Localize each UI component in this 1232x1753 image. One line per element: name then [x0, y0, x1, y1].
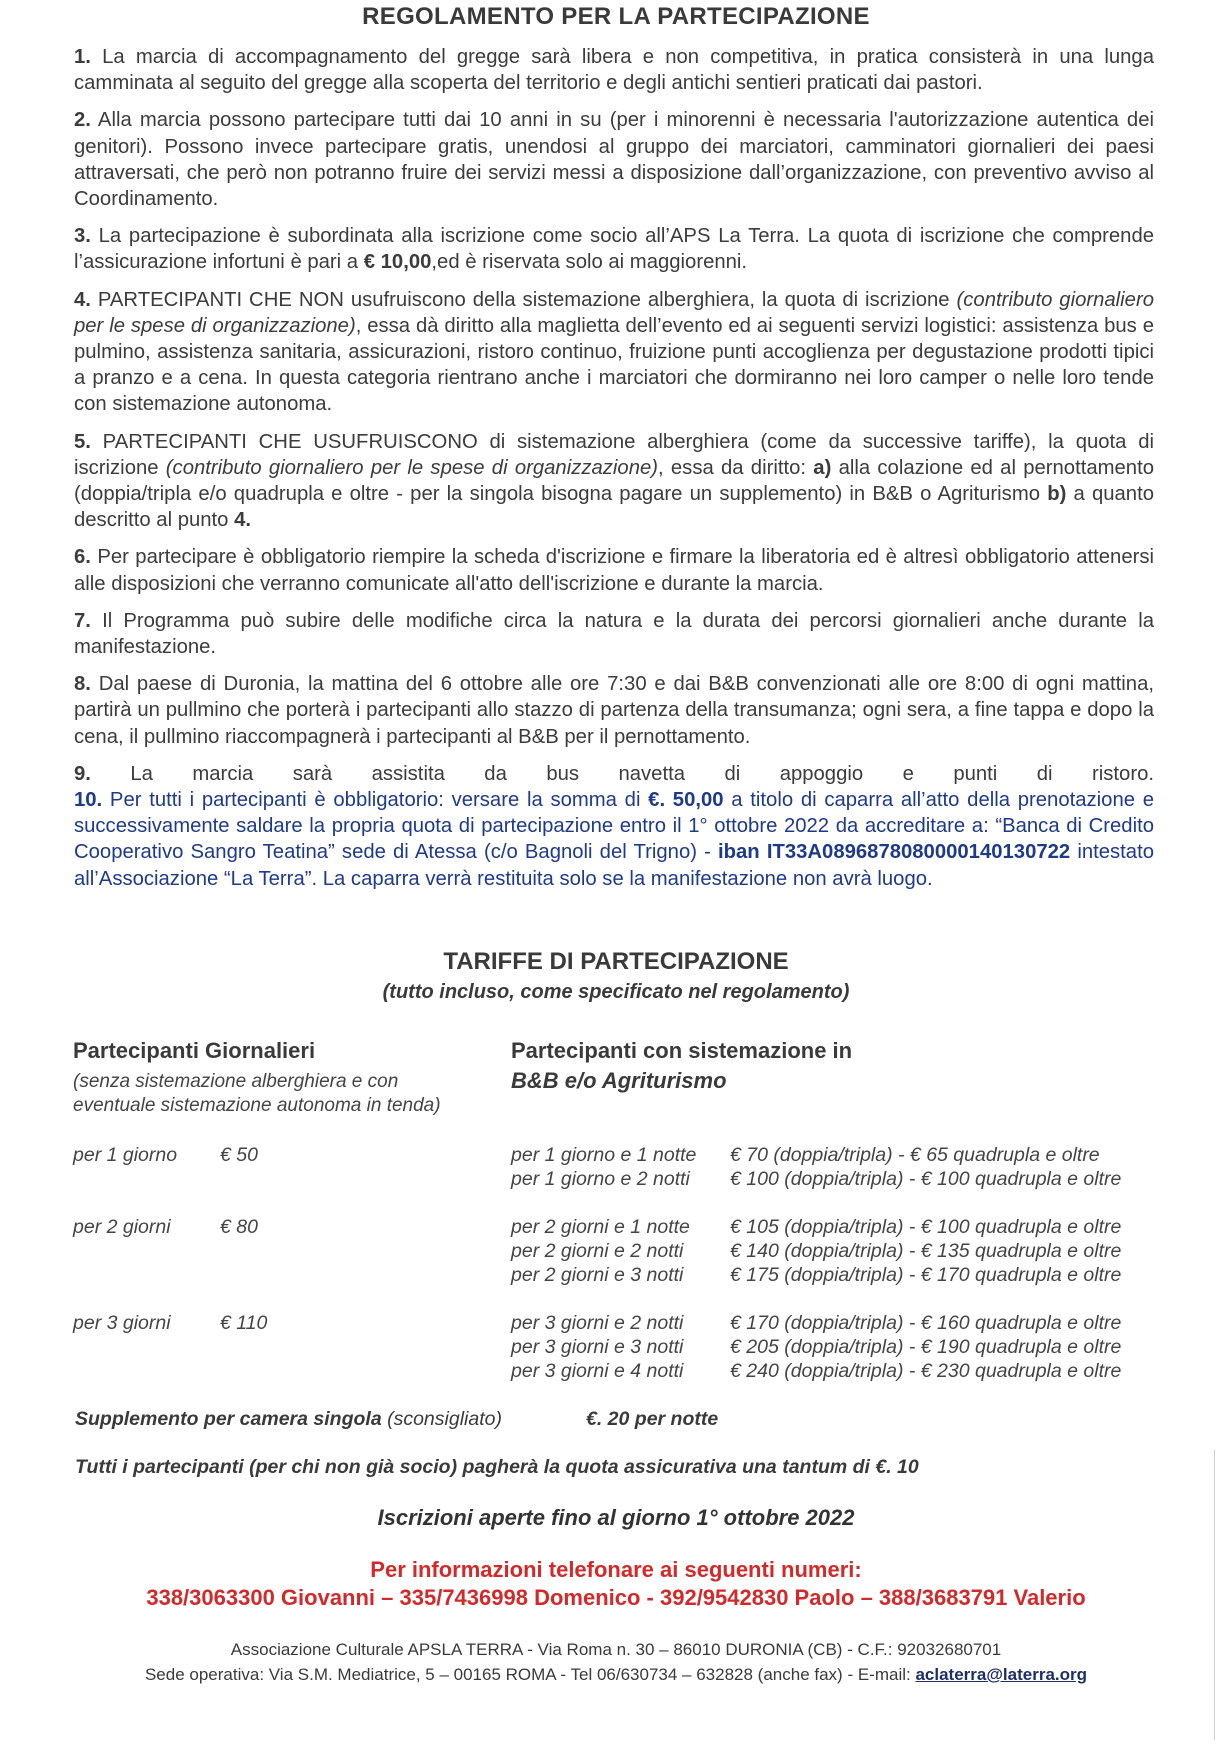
rule-3 — [74, 223, 1154, 275]
rule-text: PARTECIPANTI CHE USUFRUISCONO di sistemazione alberghiera (come da successive tariffe), la quota di iscrizione — [74, 430, 1154, 479]
footer-contact — [0, 1665, 1232, 1685]
rule-10 — [74, 787, 1154, 892]
rule-4 — [74, 287, 1154, 418]
bnb-price: € 100 (doppia/tripla) - € 100 quadrupla e oltre — [730, 1168, 1122, 1190]
rules-section — [74, 44, 1154, 903]
bnb-label: per 3 giorni e 4 notti — [511, 1360, 684, 1382]
rule-text: a quanto descritto al punto — [74, 483, 1155, 532]
supplement-price: €. 20 per notte — [586, 1408, 719, 1430]
rule-text: La marcia sarà assistita da bus navetta di appoggio e punti di ristoro. — [130, 762, 1154, 785]
bnb-price: € 175 (doppia/tripla) - € 170 quadrupla e oltre — [730, 1264, 1122, 1286]
rule-number: 4. — [74, 288, 91, 311]
bnb-column-heading: Partecipanti con sistemazione in — [511, 1038, 853, 1063]
rule-number: 2. — [74, 109, 91, 132]
rule-number: 7. — [74, 609, 91, 632]
iban: iban IT33A0896878080000140130722 — [718, 841, 1071, 864]
rule-text: a titolo di caparra all’atto della prenotazione e successivamente saldare la propria quota di partecipazione entro il 1° ottobre 2022 da accreditare a: “Banca di Credito Cooperativo Sangro Teatina” sede di Atessa (c/o Bagnoli del Trigno) - — [74, 789, 1154, 864]
daily-column-note: eventuale sistemazione autonoma in tenda) — [73, 1095, 441, 1116]
bnb-price: € 170 (doppia/tripla) - € 160 quadrupla e oltre — [730, 1312, 1122, 1334]
bnb-column-heading: B&B e/o Agriturismo — [511, 1068, 727, 1093]
rule-italic: (contributo giornaliero per le spese di organizzazione) — [74, 288, 1154, 337]
rule-text: Dal paese di Duronia, la mattina del 6 ottobre alle ore 7:30 e dai B&B convenzionati alle ore 8:00 di ogni mattina, partirà un pullmino che porterà i partecipanti allo stazzo di partenza della transumanza; ogni sera, a fine tappa e dopo la cena, il pullmino riaccompagnerà i partecipanti al B&B per il pernottamento. — [74, 673, 1155, 748]
footer-contact-text: Sede operativa: Via S.M. Mediatrice, 5 – 00165 ROMA - Tel 06/630734 – 632828 (anche fax) - E-mail: — [144, 1665, 916, 1684]
info-heading: Per informazioni telefonare ai seguenti numeri: — [370, 1557, 862, 1582]
registration-deadline: Iscrizioni aperte fino al giorno 1° ottobre 2022 — [377, 1505, 855, 1530]
bnb-label: per 3 giorni e 3 notti — [511, 1336, 684, 1358]
bnb-label: per 1 giorno e 2 notti — [511, 1168, 690, 1190]
rule-number: 5. — [74, 430, 91, 453]
bnb-label: per 2 giorni e 3 notti — [511, 1264, 684, 1286]
bnb-price: € 105 (doppia/tripla) - € 100 quadrupla e oltre — [730, 1216, 1122, 1238]
rule-text: La marcia di accompagnamento del gregge sarà libera e non competitiva, in pratica consisterà in una lunga camminata al seguito del gregge alla scoperta del territorio e degli antichi sentieri praticati dai pastori. — [74, 46, 1154, 95]
daily-label: per 3 giorni — [73, 1312, 171, 1334]
daily-price: € 50 — [220, 1144, 258, 1166]
bnb-label: per 1 giorno e 1 notte — [511, 1144, 697, 1166]
rule-text: ,ed è riservata solo ai maggiorenni. — [431, 251, 748, 274]
rule-text: Alla marcia possono partecipare tutti dai 10 anni in su (per i minorenni è necessaria l'autorizzazione autentica dei genitori). Possono invece partecipare gratis, unendosi al gruppo dei marciatori, camminatori giornalieri dei paesi attraversati, che però non potranno fruire dei servizi messi a disposizione dall’organizzazione, con preventivo avviso al Coordinamento. — [74, 109, 1155, 211]
rule-text: Per tutti i partecipanti è obbligatorio: versare la somma di — [109, 789, 649, 812]
supplement-note: (sconsigliato) — [387, 1408, 502, 1430]
single-supplement — [75, 1408, 502, 1431]
rule-7 — [74, 608, 1154, 660]
rule-number: 8. — [74, 673, 91, 696]
bnb-price: € 240 (doppia/tripla) - € 230 quadrupla e oltre — [730, 1360, 1122, 1382]
membership-fee: € 10,00 — [363, 251, 432, 274]
footer-address: Associazione Culturale APSLA TERRA - Via Roma n. 30 – 86010 DURONIA (CB) - C.F.: 92032680701 — [230, 1640, 1002, 1659]
rule-text: , essa dà diritto alla maglietta dell’evento ed ai seguenti servizi logistici: assistenza bus e pulmino, assistenza sanitaria, assicurazioni, ristoro continuo, fruizione punti accoglienza per degustazione prodotti tipici a pranzo e a cena. In questa categoria rientrano anche i marciatori che dormiranno nei loro camper o nelle loro tende con sistemazione autonoma. — [74, 314, 1154, 416]
rule-number: 9. — [74, 762, 91, 785]
daily-price: € 110 — [220, 1312, 268, 1334]
rule-text: La partecipazione è subordinata alla iscrizione come socio all’APS La Terra. La quota di iscrizione che comprende l’assicurazione infortuni è pari a — [74, 225, 1154, 274]
bnb-price: € 140 (doppia/tripla) - € 135 quadrupla e oltre — [730, 1240, 1122, 1262]
rule-8 — [74, 671, 1154, 750]
page-title: REGOLAMENTO PER LA PARTECIPAZIONE — [362, 3, 870, 30]
rule-text: PARTECIPANTI CHE NON usufruiscono della sistemazione alberghiera, la quota di iscrizione — [97, 288, 957, 311]
rule-9 — [74, 761, 1154, 787]
tariffs-subtitle: (tutto incluso, come specificato nel regolamento) — [382, 981, 850, 1003]
daily-column-note: (senza sistemazione alberghiera e con — [73, 1071, 399, 1092]
rule-number: 3. — [74, 225, 91, 248]
insurance-note: Tutti i partecipanti (per chi non già socio) pagherà la quota assicurativa una tantum di €. 10 — [75, 1456, 919, 1478]
tariffs-title: TARIFFE DI PARTECIPAZIONE — [443, 948, 789, 975]
bnb-price: € 70 (doppia/tripla) - € 65 quadrupla e oltre — [730, 1144, 1100, 1166]
rule-text: Il Programma può subire delle modifiche circa la natura e la durata dei percorsi giornalieri anche durante la manifestazione. — [74, 609, 1154, 659]
daily-label: per 1 giorno — [73, 1144, 178, 1166]
deposit-amount: €. 50,00 — [648, 789, 724, 812]
rule-bold: a) — [813, 456, 832, 479]
rule-number: 10. — [74, 789, 103, 812]
email-link[interactable]: aclaterra@laterra.org — [915, 1665, 1088, 1684]
bnb-label: per 3 giorni e 2 notti — [511, 1312, 684, 1334]
rule-italic: (contributo giornaliero per le spese di organizzazione) — [165, 456, 659, 479]
bnb-price: € 205 (doppia/tripla) - € 190 quadrupla e oltre — [730, 1336, 1122, 1358]
rule-number: 1. — [74, 46, 91, 68]
rule-1 — [74, 44, 1154, 96]
rule-text: intestato all’Associazione “La Terra”. La caparra verrà restituita solo se la manifestazione non avrà luogo. — [74, 841, 1154, 890]
rule-text: alla colazione ed al pernottamento (doppia/tripla e/o quadrupla e oltre - per la singola bisogna pagare un supplemento) in B&B o Agriturismo — [74, 456, 1154, 506]
phone-numbers: 338/3063300 Giovanni – 335/7436998 Domenico - 392/9542830 Paolo – 388/3683791 Valerio — [146, 1585, 1086, 1610]
bnb-label: per 2 giorni e 2 notti — [511, 1240, 684, 1262]
supplement-label: Supplemento per camera singola — [75, 1408, 382, 1430]
daily-label: per 2 giorni — [73, 1216, 171, 1238]
rule-bold: b) — [1047, 483, 1067, 506]
bnb-label: per 2 giorni e 1 notte — [511, 1216, 690, 1238]
daily-column-heading: Partecipanti Giornalieri — [73, 1038, 316, 1063]
rule-2 — [74, 107, 1154, 212]
rule-5 — [74, 429, 1154, 534]
rule-number: 6. — [74, 546, 91, 569]
rule-text: Per partecipare è obbligatorio riempire la scheda d'iscrizione e firmare la liberatoria ed è altresì obbligatorio attenersi alle disposizioni che verranno comunicate all'atto dell'iscrizione e durante la marcia. — [74, 546, 1154, 595]
daily-price: € 80 — [220, 1216, 258, 1238]
rule-6 — [74, 544, 1154, 596]
scan-edge-line — [1214, 1450, 1215, 1740]
rule-text: , essa da diritto: — [658, 456, 814, 479]
rule-bold: 4. — [234, 509, 252, 532]
